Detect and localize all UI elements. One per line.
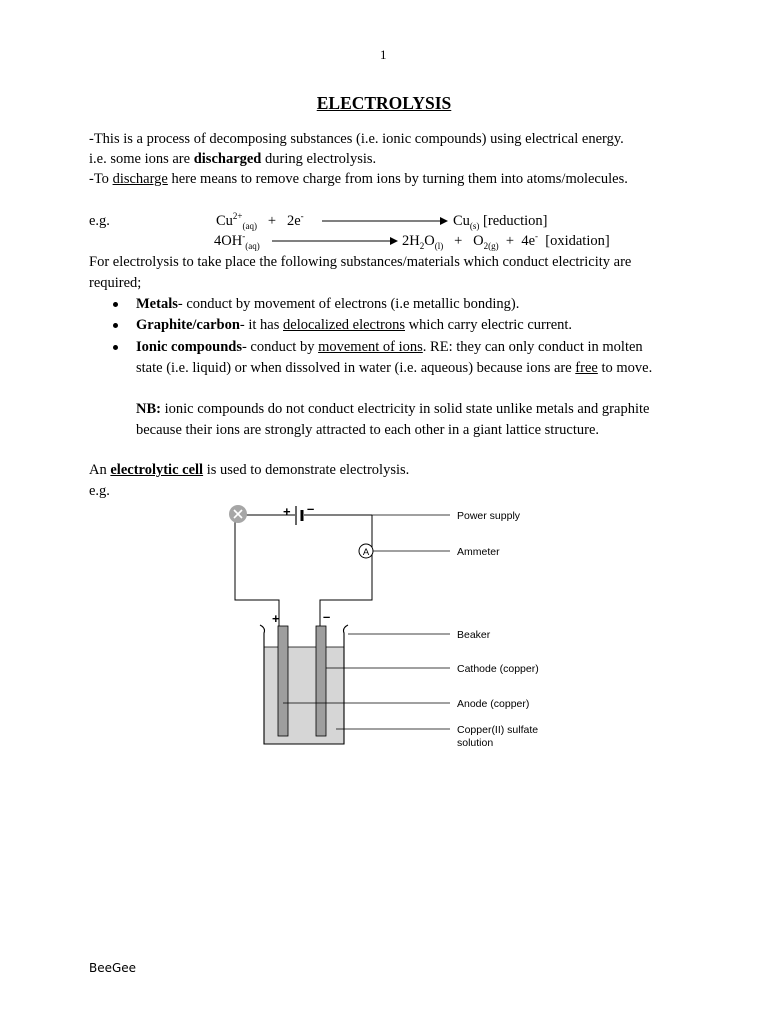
page-number: 1 — [380, 47, 387, 62]
term-discharged: discharged — [193, 151, 262, 167]
battery-plus-sign: + — [283, 504, 291, 519]
equation-oxidation-left: $4OH^-_{(aq)}$ — [214, 231, 260, 251]
intro-line-1: -This is a process of decomposing substances (i.e. ionic compounds) using electrical energy. — [89, 131, 624, 147]
equation-reduction-right: $Cu_{(s)}$ [reduction] — [453, 213, 548, 231]
bullet-marker — [113, 323, 118, 328]
arrow-oxidation — [272, 235, 398, 247]
bullet-marker — [113, 302, 118, 307]
eg-label: e.g. — [89, 213, 110, 229]
electrolytic-cell-diagram — [222, 498, 562, 758]
close-icon — [229, 505, 247, 523]
solution-fill — [264, 647, 344, 744]
page-title: ELECTROLYSIS — [316, 93, 452, 113]
cell-eg: e.g. — [89, 483, 110, 499]
ammeter-symbol: A — [362, 547, 370, 558]
bullet-ionic: Ionic compounds- conduct by movement of ions. RE: they can only conduct in molten — [136, 339, 643, 355]
label-anode: Anode (copper) — [457, 698, 530, 710]
label-power-supply: Power supply — [457, 510, 521, 522]
label-solution-line-2: solution — [457, 737, 494, 749]
cell-intro: An electrolytic cell is used to demonstrate electrolysis. — [89, 462, 410, 478]
conduct-line-2: required; — [89, 275, 142, 291]
bullet-graphite: Graphite/carbon- it has delocalized electrons which carry electric current. — [136, 317, 573, 333]
bullet-metals: Metals- conduct by movement of electrons (i.e metallic bonding). — [136, 296, 520, 312]
equation-reduction-left: $Cu^{2+}_{(aq)}$ + 2e- — [216, 211, 304, 231]
bullet-ionic-cont: state (i.e. liquid) or when dissolved in water (i.e. aqueous) because ions are free to move. — [136, 360, 653, 376]
label-cathode: Cathode (copper) — [457, 663, 539, 675]
circuit-wires — [235, 515, 372, 626]
nb-line-1: NB: ionic compounds do not conduct electricity in solid state unlike metals and graphite — [136, 401, 650, 417]
anode-electrode — [278, 626, 288, 736]
nb-line-2: because their ions are strongly attracted to each other in a giant lattice structure. — [136, 422, 600, 438]
label-ammeter: Ammeter — [457, 546, 500, 558]
equation-oxidation-right: $2H_2O_{(l)}$ + $O_{2(g)} + 4e^-$ [oxidation] — [402, 231, 610, 251]
cathode-electrode — [316, 626, 326, 736]
term-electrolytic-cell: electrolytic cell — [110, 462, 204, 478]
intro-line-2: i.e. some ions are discharged during electrolysis. — [89, 151, 377, 167]
label-beaker: Beaker — [457, 629, 491, 641]
footer-author: BeeGee — [89, 961, 137, 975]
conduct-line-1: For electrolysis to take place the following substances/materials which conduct electricity are — [89, 254, 632, 270]
anode-plus-sign: + — [272, 611, 280, 626]
label-solution-line-1: Copper(II) sulfate — [457, 724, 539, 736]
term-discharge: discharge — [112, 171, 168, 187]
bullet-marker — [113, 345, 118, 350]
battery-minus-sign: – — [307, 501, 315, 516]
arrow-reduction — [322, 215, 448, 227]
cathode-minus-sign: – — [323, 609, 331, 624]
intro-line-3: -To discharge here means to remove charge from ions by turning them into atoms/molecules. — [89, 171, 628, 187]
